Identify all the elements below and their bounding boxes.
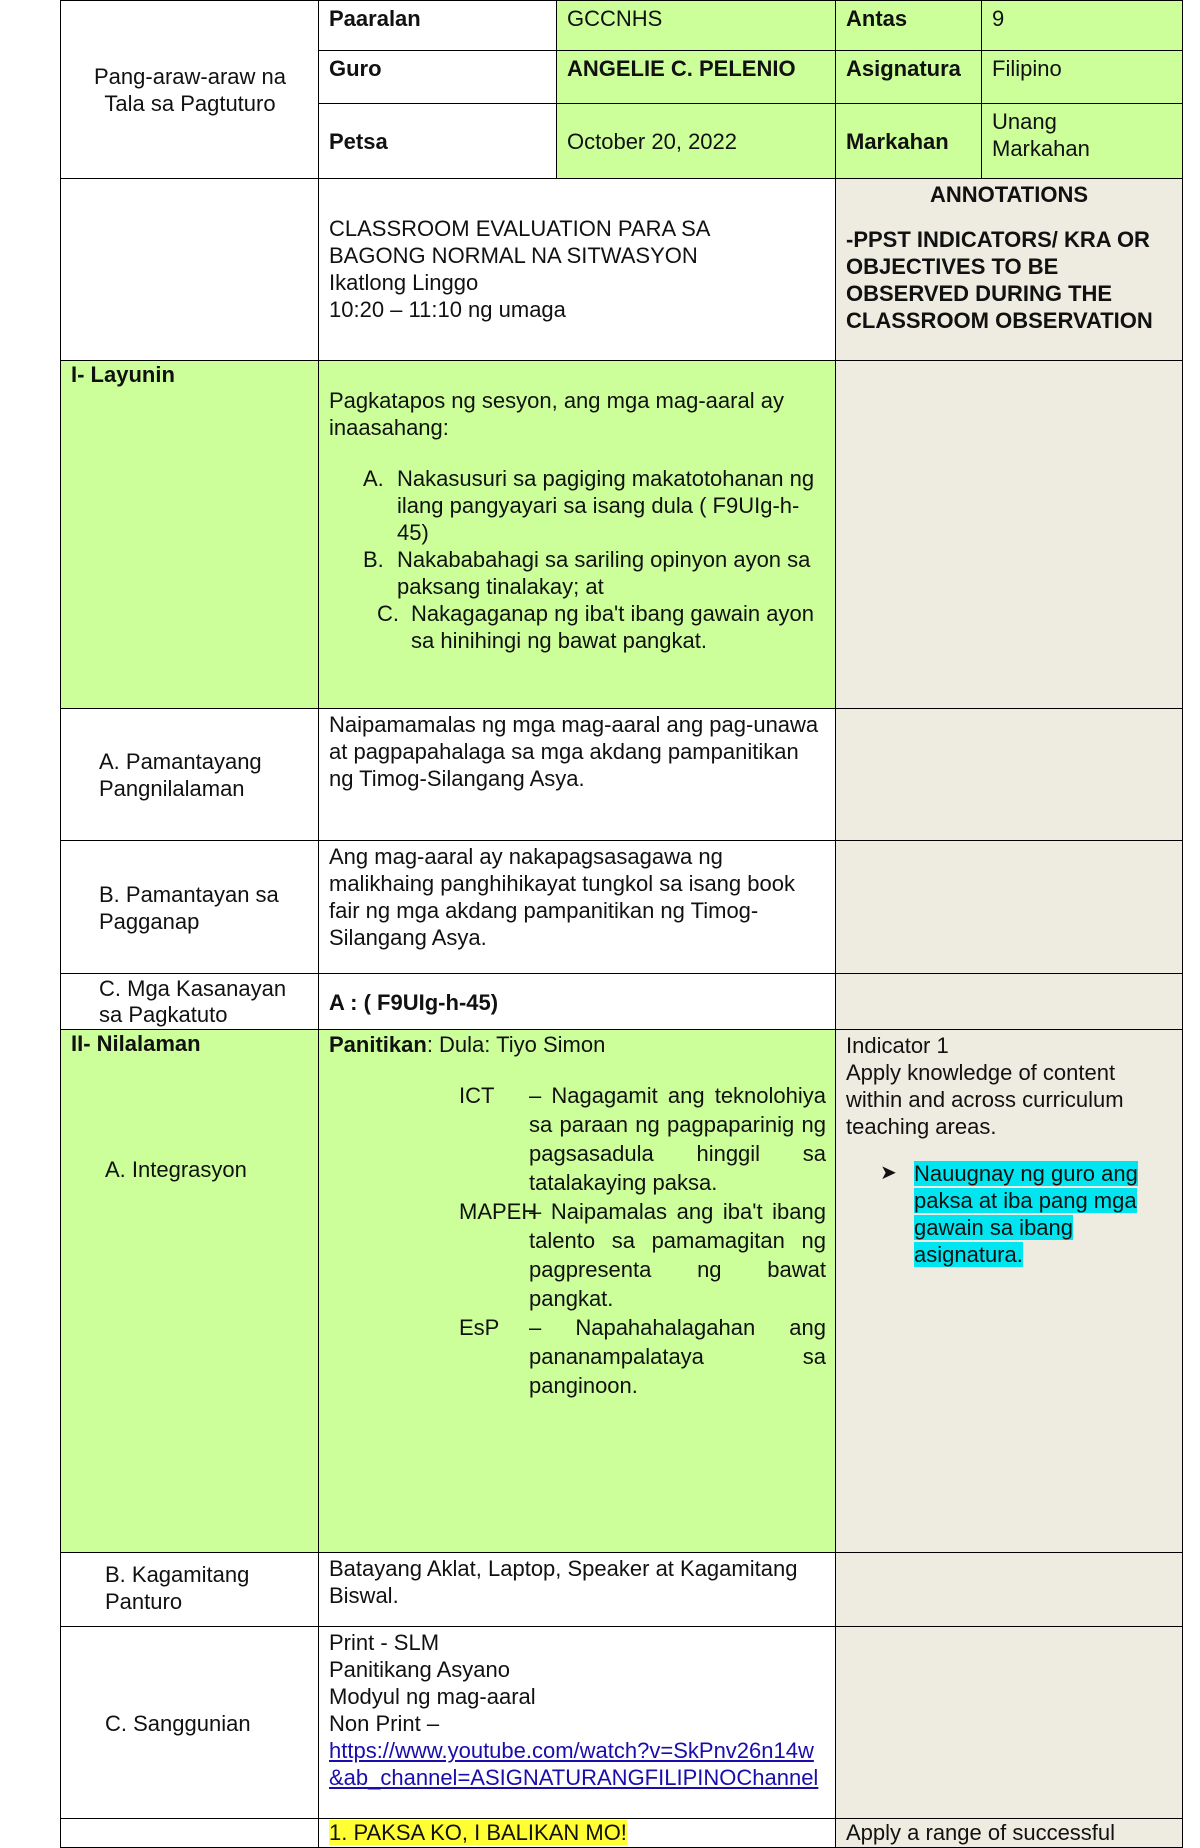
list-item: A. Nakasusuri sa pagiging makatotohanan ng ilang pangyayari sa isang dula ( F9UIg-h-45) — [363, 466, 815, 545]
session-left-empty — [60, 178, 320, 362]
kasanayan-label: C. Mga Kasanayan sa Pagkatuto — [60, 973, 320, 1031]
annotations-header — [835, 178, 1183, 362]
kagamitan-annotation — [835, 1552, 1183, 1628]
session-info: CLASSROOM EVALUATION PARA SA BAGONG NORMAL NA SITWASYON Ikatlong Linggo 10:20 – 11:10 ng umaga — [318, 178, 837, 362]
layunin-list — [363, 465, 826, 654]
layunin-content — [318, 360, 837, 710]
list-item: C. Nakagaganap ng iba't ibang gawain ayon sa hinihingi ng bawat pangkat. — [377, 601, 814, 653]
arrow-bullet-icon: ➤ — [880, 1162, 897, 1184]
paaralan-label: Paaralan — [318, 0, 558, 52]
indicator-text: Apply knowledge of content within and across curriculum teaching areas. — [846, 1060, 1124, 1139]
doc-title-cell — [60, 0, 320, 180]
nilalaman-label: II- Nilalaman — [71, 1031, 201, 1056]
markahan-label: Markahan — [835, 103, 983, 180]
doc-title: Pang-araw-araw na Tala sa Pagtuturo — [94, 64, 286, 116]
layunin-annotation — [835, 360, 1183, 710]
indicator-title: Indicator 1 — [846, 1033, 949, 1058]
kasanayan-text: A : ( F9UIg-h-45) — [318, 973, 837, 1031]
list-item: B. Nakababahagi sa sariling opinyon ayon sa paksang tinalakay; at — [363, 547, 811, 599]
pamantayang-pangnilalaman-label: A. Pamantayang Pangnilalaman — [60, 708, 320, 842]
next-row-middle: 1. PAKSA KO, I BALIKAN MO! — [318, 1818, 837, 1848]
kagamitan-label: B. Kagamitang Panturo — [60, 1552, 320, 1628]
next-row-right: Apply a range of successful — [835, 1818, 1183, 1848]
nilalaman-content — [318, 1029, 837, 1554]
guro-label: Guro — [318, 50, 558, 105]
layunin-label: I- Layunin — [60, 360, 320, 710]
integrasyon-label: A. Integrasyon — [105, 1157, 247, 1182]
paaralan-value: GCCNHS — [556, 0, 837, 52]
youtube-link[interactable]: https://www.youtube.com/watch?v=SkPnv26n14w&ab_channel=ASIGNATURANGFILIPINOChannel — [329, 1738, 819, 1790]
pamantayang-pangnilalaman-text: Naipamamalas ng mga mag-aaral ang pag-unawa at pagpapahalaga sa mga akdang pampanitikan ng Timog-Silangang Asya. — [318, 708, 837, 842]
guro-value: ANGELIE C. PELENIO — [556, 50, 837, 105]
list-item: MAPEH – Naipamalas ang iba't ibang talento sa pamamagitan ng pagpresenta ng bawat pangkat. — [459, 1199, 826, 1311]
list-item: EsP – Napahahalagahan ang pananampalataya sa panginoon. — [459, 1315, 826, 1398]
petsa-value: October 20, 2022 — [556, 103, 837, 180]
next-row-left — [60, 1818, 320, 1848]
markahan-value: Unang Markahan — [981, 103, 1183, 180]
nilalaman-annotation — [835, 1029, 1183, 1554]
asignatura-label: Asignatura — [835, 50, 983, 105]
indicator-bullet: ➤ Nauugnay ng guro ang paksa at iba pang mga gawain sa ibang asignatura. — [880, 1161, 1138, 1267]
sanggunian-label: C. Sanggunian — [60, 1626, 320, 1820]
nilalaman-label-cell — [60, 1029, 320, 1554]
antas-label: Antas — [835, 0, 983, 52]
panitikan-line: Panitikan: Dula: Tiyo Simon — [329, 1032, 606, 1057]
annotations-title: ANNOTATIONS — [929, 182, 1089, 207]
sanggunian-text: Print - SLM Panitikang Asyano Modyul ng mag-aaral Non Print – https://www.youtube.com/watch?v=SkPnv26n14w&ab_channel=ASIGNATURANGFILIPINOChannel — [318, 1626, 837, 1820]
annotations-subtitle: -PPST INDICATORS/ KRA OR OBJECTIVES TO BE OBSERVED DURING THE CLASSROOM OBSERVATION — [846, 227, 1153, 333]
antas-value: 9 — [981, 0, 1183, 52]
pamantayan-sa-pagganap-annotation — [835, 840, 1183, 975]
asignatura-value: Filipino — [981, 50, 1183, 105]
integration-list — [329, 1081, 826, 1400]
pamantayang-pangnilalaman-annotation — [835, 708, 1183, 842]
pamantayan-sa-pagganap-text: Ang mag-aaral ay nakapagsasagawa ng malikhaing panghihikayat tungkol sa isang book fair ng mga akdang pampanitikan ng Timog-Silangang Asya. — [318, 840, 837, 975]
kasanayan-annotation — [835, 973, 1183, 1031]
pamantayan-sa-pagganap-label: B. Pamantayan sa Pagganap — [60, 840, 320, 975]
sanggunian-annotation — [835, 1626, 1183, 1820]
list-item: ICT – Nagagamit ang teknolohiya sa paraan ng pagpaparinig ng pagsasadula hinggil sa tatalakaying paksa. — [459, 1083, 826, 1195]
kagamitan-text: Batayang Aklat, Laptop, Speaker at Kagamitang Biswal. — [318, 1552, 837, 1628]
petsa-label: Petsa — [318, 103, 558, 180]
layunin-intro: Pagkatapos ng sesyon, ang mga mag-aaral ay inaasahang: — [329, 388, 784, 440]
lesson-plan-table — [60, 0, 1153, 1845]
